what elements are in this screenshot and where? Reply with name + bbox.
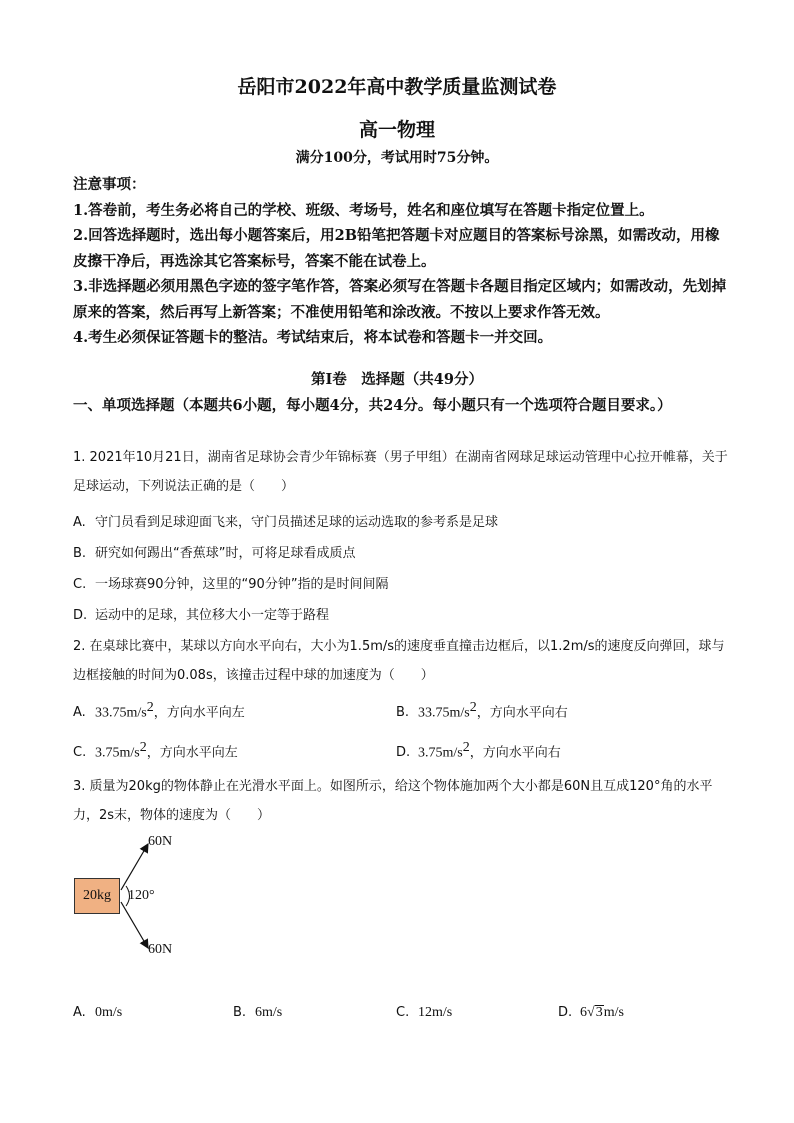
note-item-2: 2.回答选择题时，选出每小题答案后，用2B铅笔把答题卡对应题目的答案标号涂黑，如需改动，用橡皮擦干净后，再选涂其它答案标号，答案不能在试卷上。 (73, 227, 720, 270)
option-value: 33.75m/s (418, 705, 470, 721)
force-label-bottom: 60N (148, 942, 173, 957)
part-heading: 第Ⅰ卷 选择题（共49分） (311, 371, 483, 388)
exam-info: 满分100分，考试用时75分钟。 (295, 150, 499, 166)
q3-option-a (73, 1005, 122, 1021)
option-letter: A. (73, 1005, 86, 1020)
option-letter: D. (396, 745, 411, 761)
option-text: 0m/s (95, 1005, 123, 1020)
option-letter: D. (558, 1005, 573, 1020)
force-arrow-top (121, 844, 148, 890)
force-label-top: 60N (148, 834, 173, 849)
q2-option-c (73, 740, 238, 761)
notes-block (73, 172, 728, 351)
option-text: 守门员看到足球迎面飞来，守门员描述足球的运动选取的参考系是足球 (95, 515, 499, 530)
q3-option-c (396, 1005, 452, 1021)
option-letter: A. (73, 705, 86, 721)
q2-option-a (73, 700, 245, 721)
option-text: 6m/s (255, 1005, 283, 1020)
exponent: 2 (139, 740, 147, 755)
option-unit: m/s (603, 1005, 624, 1020)
exam-subject: 高一物理 (358, 119, 435, 141)
option-value: 3.75m/s (95, 745, 140, 761)
q2-stem: 2. 在桌球比赛中，某球以方向水平向右，大小为1.5m/s的速度垂直撞击边框后，以1.2m/s的速度反向弹回，球与边框接触的时间为0.08s，该撞击过程中球的加速度为（ ） (73, 639, 725, 683)
q3-stem: 3. 质量为20kg的物体静止在光滑水平面上。如图所示，给这个物体施加两个大小都是60N且互成120°角的水平力，2s末，物体的速度为（ ） (73, 779, 713, 823)
q3-option-b (233, 1005, 282, 1021)
q2-option-b (396, 700, 568, 721)
option-text: 一场球赛90分钟，这里的“90分钟”指的是时间间隔 (95, 577, 389, 592)
option-value: 33.75m/s (95, 705, 147, 721)
force-diagram (60, 830, 260, 965)
q1-stem: 1. 2021年10月21日，湖南省足球协会青少年锦标赛（男子甲组）在湖南省网球足球运动管理中心拉开帷幕，关于足球运动，下列说法正确的是（ ） (73, 450, 728, 494)
note-item-4: 4.考生必须保证答题卡的整洁。考试结束后，将本试卷和答题卡一并交回。 (73, 329, 553, 346)
q2-option-d (396, 740, 561, 761)
option-letter: C. (396, 1005, 410, 1020)
option-direction: ，方向水平向右 (469, 745, 561, 761)
q1-option-b (73, 542, 355, 561)
mass-block: 20kg (74, 878, 120, 914)
exponent: 2 (469, 700, 477, 715)
notes-heading: 注意事项： (73, 176, 146, 193)
note-item-3: 3.非选择题必须用黑色字迹的签字笔作答，答案必须写在答题卡各题目指定区域内；如需改动，先划掉原来的答案，然后再写上新答案；不准使用铅笔和涂改液。不按以上要求作答无效。 (73, 278, 727, 321)
option-value: 3.75m/s (418, 745, 463, 761)
option-letter: C. (73, 745, 87, 761)
option-text: 运动中的足球，其位移大小一定等于路程 (95, 608, 330, 623)
q1-option-d (73, 604, 329, 623)
angle-label: 120° (128, 888, 155, 903)
q1-option-c (73, 573, 389, 592)
exponent: 2 (146, 700, 154, 715)
sqrt-radicand: 3 (595, 1005, 603, 1020)
note-item-1: 1.答卷前，考生务必将自己的学校、班级、考场号，姓名和座位填写在答题卡指定位置上。 (73, 201, 654, 219)
option-letter: B. (73, 546, 87, 561)
q3-option-d (558, 1005, 624, 1021)
option-direction: ，方向水平向左 (146, 745, 238, 761)
exponent: 2 (462, 740, 470, 755)
option-coef: 6 (580, 1005, 587, 1020)
option-direction: ，方向水平向左 (153, 705, 245, 721)
option-text: 研究如何踢出“香蕉球”时，可将足球看成质点 (95, 546, 356, 561)
force-arrow-bottom (121, 902, 148, 948)
section-title: 一、单项选择题（本题共6小题，每小题4分，共24分。每小题只有一个选项符合题目要求。） (73, 397, 672, 414)
option-text: 12m/s (418, 1005, 453, 1020)
exam-title: 岳阳市2022年高中教学质量监测试卷 (237, 76, 557, 98)
option-letter: A. (73, 515, 86, 530)
option-letter: D. (73, 608, 88, 623)
option-letter: C. (73, 577, 87, 592)
sqrt-sign: √ (587, 1005, 595, 1020)
option-letter: B. (233, 1005, 247, 1020)
q1-option-a (73, 511, 498, 530)
option-direction: ，方向水平向右 (476, 705, 568, 721)
option-letter: B. (396, 705, 410, 721)
